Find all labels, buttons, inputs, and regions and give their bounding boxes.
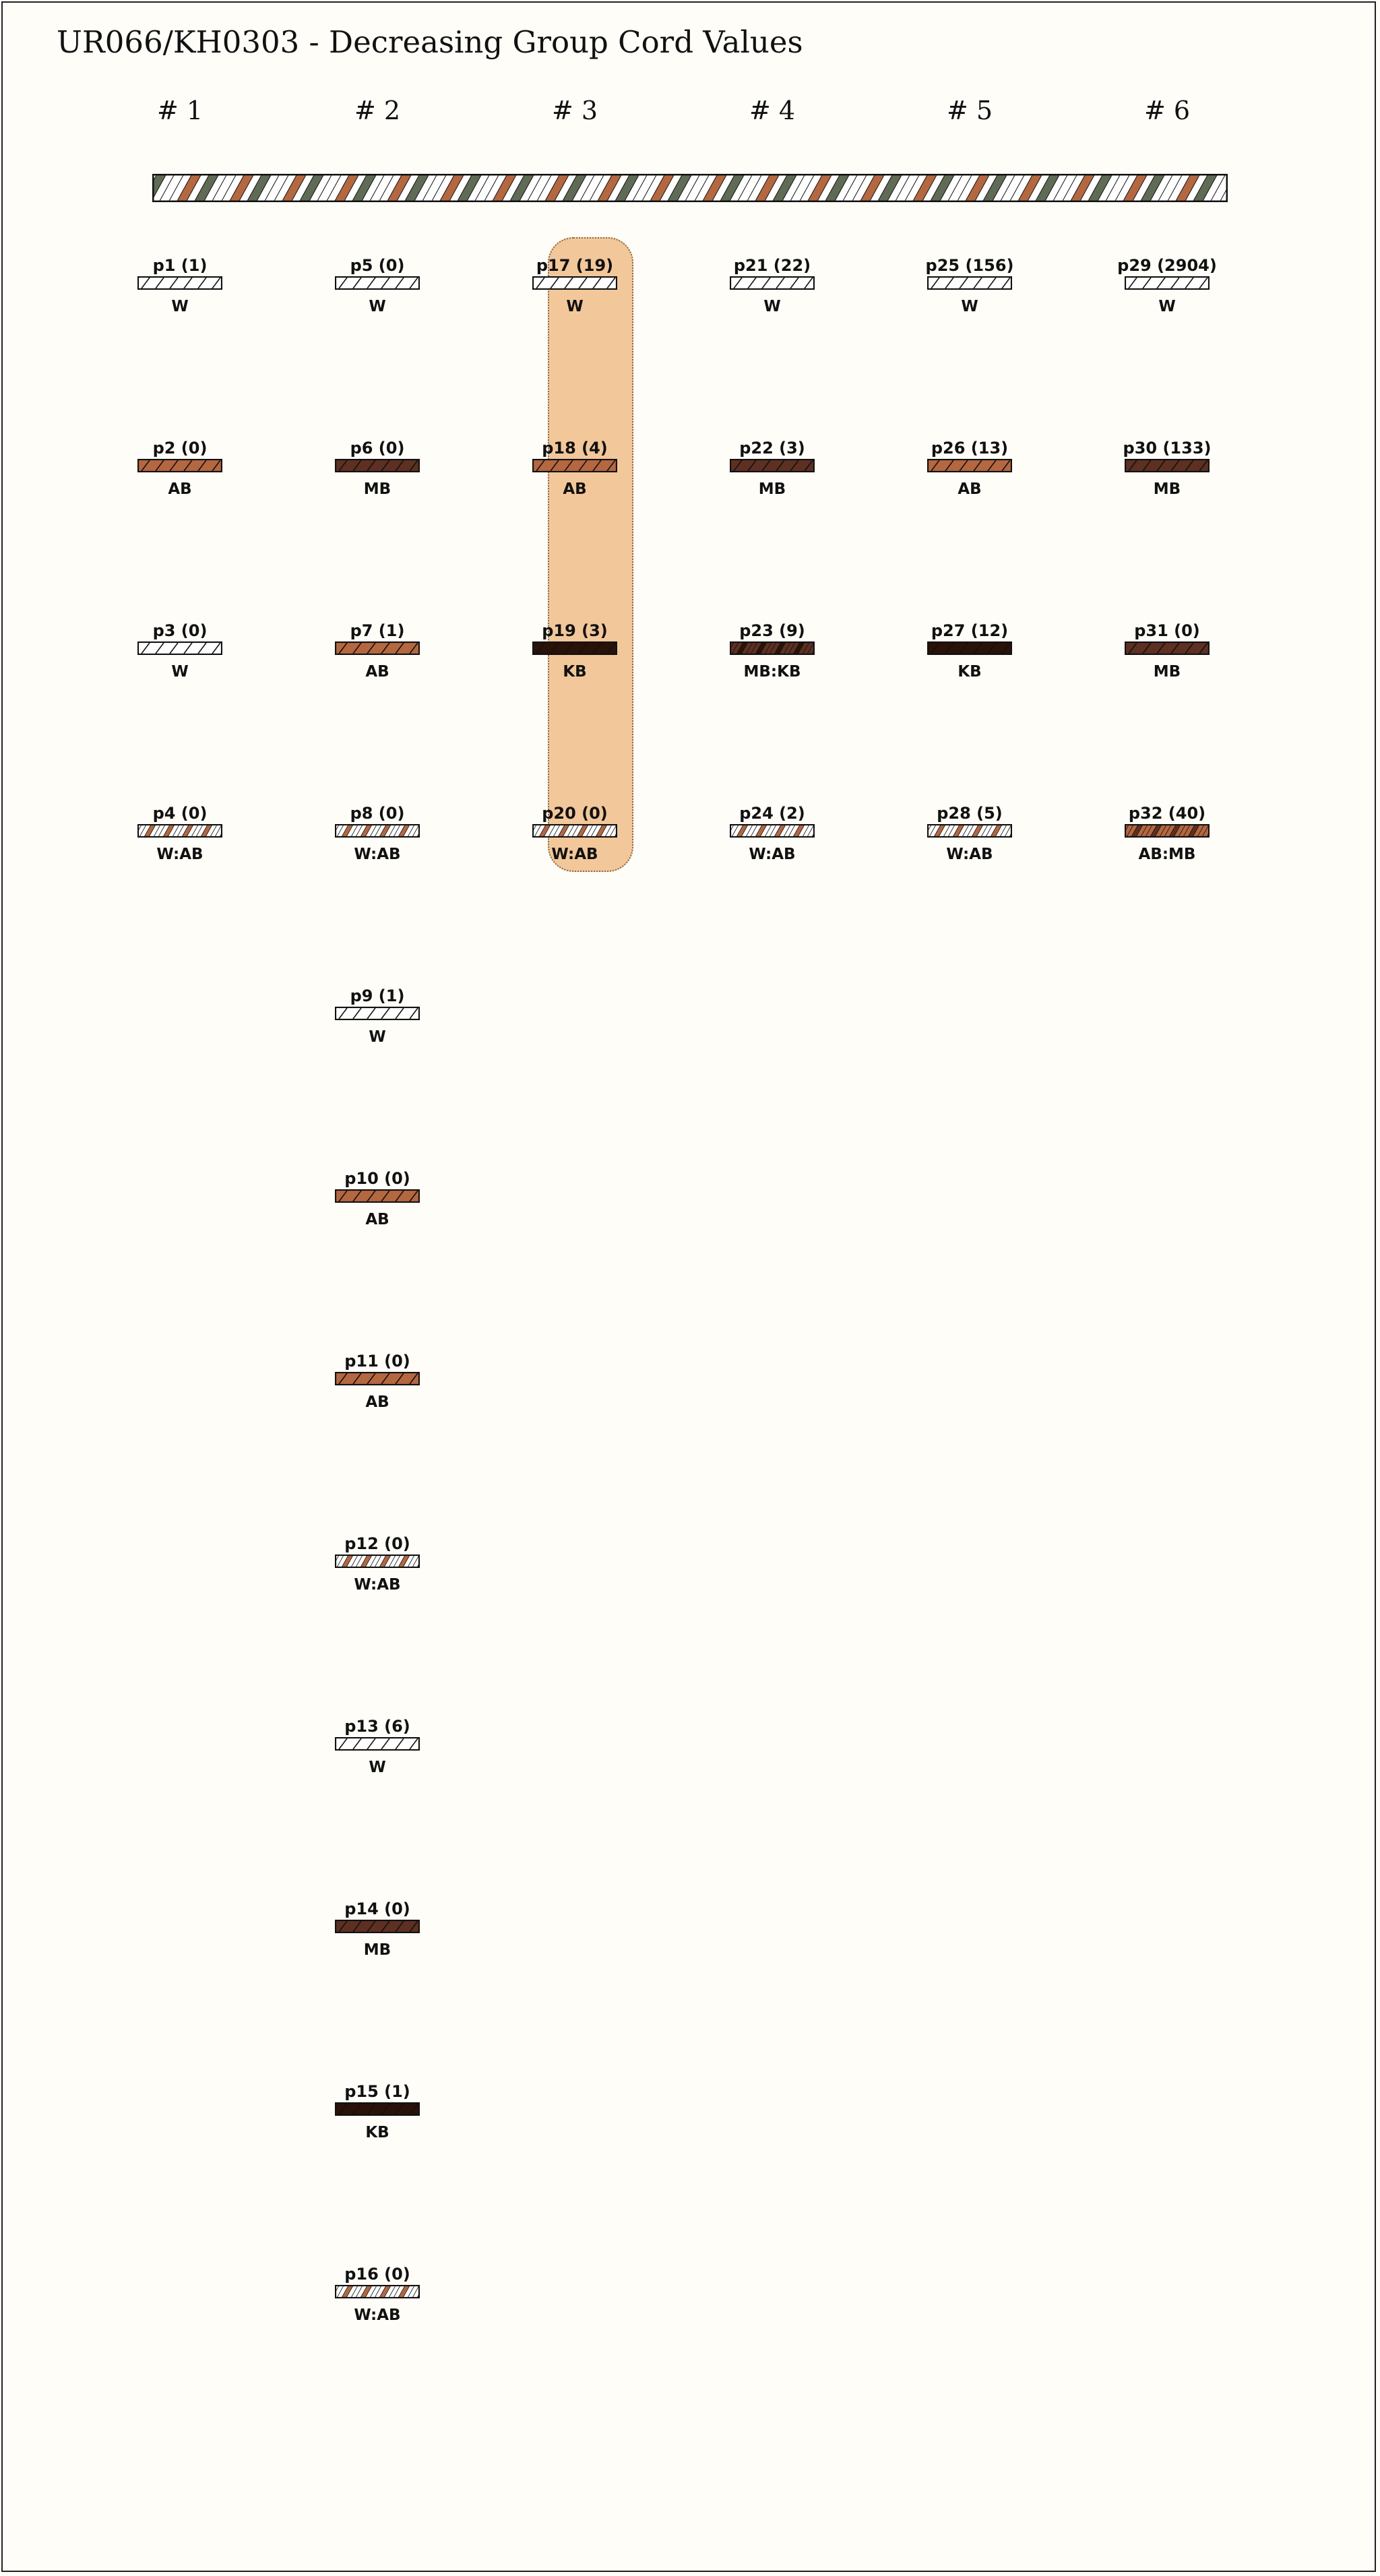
pendant-color-code: W [566, 298, 584, 315]
pendant-color-code: W:AB [354, 1576, 401, 1594]
pendant-label: p32 (40) [1128, 804, 1206, 823]
pendant-cord [730, 641, 815, 655]
pendant-label: p6 (0) [350, 439, 405, 458]
pendant-color-code: W:AB [354, 2306, 401, 2324]
group-header: # 5 [946, 96, 993, 125]
pendant-label: p15 (1) [344, 2082, 410, 2101]
pendant-color-code: KB [958, 663, 982, 681]
pendant-p18 [501, 439, 649, 506]
pendant-color-code: AB:MB [1138, 846, 1196, 863]
pendant-cord [532, 459, 617, 472]
pendant-cord [730, 824, 815, 838]
group-header: # 6 [1143, 96, 1191, 125]
pendant-color-code: AB [168, 480, 192, 498]
pendant-p11 [303, 1352, 451, 1419]
pendant-p32 [1093, 804, 1241, 871]
group-header: # 4 [749, 96, 796, 125]
pendant-label: p13 (6) [344, 1717, 410, 1736]
pendant-cord [1125, 459, 1210, 472]
pendant-cord [1125, 276, 1210, 290]
pendant-color-code: KB [365, 2124, 389, 2141]
pendant-color-code: W [171, 663, 189, 681]
pendant-label: p7 (1) [350, 621, 405, 640]
pendant-label: p17 (19) [536, 256, 614, 275]
pendant-label: p4 (0) [152, 804, 208, 823]
pendant-label: p30 (133) [1123, 439, 1212, 458]
pendant-label: p1 (1) [152, 256, 208, 275]
pendant-color-code: AB [365, 1393, 389, 1411]
pendant-p3 [106, 621, 254, 689]
pendant-cord [335, 641, 420, 655]
pendant-label: p21 (22) [733, 256, 811, 275]
pendant-cord [927, 276, 1012, 290]
pendant-p30 [1093, 439, 1241, 506]
pendant-label: p19 (3) [542, 621, 608, 640]
pendant-cord [137, 459, 222, 472]
pendant-p23 [698, 621, 846, 689]
pendant-cord [532, 824, 617, 838]
pendant-cord [335, 1920, 420, 1933]
pendant-cord [927, 641, 1012, 655]
pendant-color-code: W:AB [749, 846, 796, 863]
pendant-cord [532, 276, 617, 290]
pendant-label: p3 (0) [152, 621, 208, 640]
pendant-cord [730, 276, 815, 290]
pendant-cord [927, 459, 1012, 472]
pendant-label: p18 (4) [542, 439, 608, 458]
pendant-p8 [303, 804, 451, 871]
pendant-p19 [501, 621, 649, 689]
pendant-p29 [1093, 256, 1241, 323]
pendant-color-code: W:AB [946, 846, 993, 863]
pendant-color-code: W:AB [551, 846, 598, 863]
pendant-color-code: MB [1153, 480, 1181, 498]
pendant-color-code: W [1158, 298, 1176, 315]
diagram-frame [1, 1, 1376, 2572]
pendant-cord [335, 1554, 420, 1568]
pendant-p20 [501, 804, 649, 871]
group-highlight [548, 237, 633, 872]
pendant-p14 [303, 1899, 451, 1967]
pendant-color-code: W [369, 298, 386, 315]
pendant-cord [137, 641, 222, 655]
group-header: # 2 [354, 96, 401, 125]
pendant-label: p9 (1) [350, 986, 405, 1005]
pendant-cord [335, 276, 420, 290]
pendant-p21 [698, 256, 846, 323]
pendant-cord [1125, 641, 1210, 655]
pendant-label: p31 (0) [1134, 621, 1200, 640]
pendant-p22 [698, 439, 846, 506]
pendant-cord [927, 824, 1012, 838]
pendant-p2 [106, 439, 254, 506]
pendant-p9 [303, 986, 451, 1054]
page-title: UR066/KH0303 - Decreasing Group Cord Values [57, 24, 803, 60]
pendant-label: p10 (0) [344, 1169, 410, 1188]
pendant-cord [532, 641, 617, 655]
pendant-color-code: MB [1153, 663, 1181, 681]
pendant-color-code: MB [363, 480, 391, 498]
pendant-color-code: MB [363, 1941, 391, 1959]
pendant-label: p28 (5) [937, 804, 1003, 823]
group-header: # 3 [551, 96, 598, 125]
pendant-p28 [896, 804, 1044, 871]
pendant-color-code: W:AB [354, 846, 401, 863]
main-cord [152, 174, 1228, 202]
pendant-p16 [303, 2265, 451, 2332]
pendant-p1 [106, 256, 254, 323]
pendant-p27 [896, 621, 1044, 689]
pendant-p4 [106, 804, 254, 871]
pendant-label: p14 (0) [344, 1899, 410, 1918]
pendant-color-code: MB [758, 480, 786, 498]
pendant-label: p12 (0) [344, 1534, 410, 1553]
pendant-color-code: W [369, 1028, 386, 1046]
pendant-color-code: W:AB [156, 846, 203, 863]
pendant-color-code: KB [563, 663, 587, 681]
pendant-cord [335, 2102, 420, 2116]
pendant-color-code: W [369, 1759, 386, 1776]
pendant-label: p2 (0) [152, 439, 208, 458]
pendant-cord [335, 459, 420, 472]
pendant-p15 [303, 2082, 451, 2149]
pendant-p13 [303, 1717, 451, 1784]
pendant-p17 [501, 256, 649, 323]
pendant-cord [335, 1372, 420, 1385]
pendant-label: p20 (0) [542, 804, 608, 823]
group-header: # 1 [156, 96, 203, 125]
pendant-cord [137, 824, 222, 838]
pendant-label: p16 (0) [344, 2265, 410, 2284]
pendant-p26 [896, 439, 1044, 506]
pendant-label: p22 (3) [739, 439, 805, 458]
pendant-p25 [896, 256, 1044, 323]
pendant-cord [137, 276, 222, 290]
pendant-color-code: MB:KB [743, 663, 801, 681]
pendant-label: p8 (0) [350, 804, 405, 823]
pendant-p10 [303, 1169, 451, 1236]
pendant-color-code: W [961, 298, 978, 315]
pendant-cord [335, 824, 420, 838]
pendant-cord [335, 1007, 420, 1020]
pendant-color-code: AB [563, 480, 587, 498]
pendant-p24 [698, 804, 846, 871]
pendant-p31 [1093, 621, 1241, 689]
pendant-label: p24 (2) [739, 804, 805, 823]
pendant-color-code: W [171, 298, 189, 315]
pendant-cord [335, 2285, 420, 2298]
pendant-label: p5 (0) [350, 256, 405, 275]
pendant-label: p25 (156) [925, 256, 1014, 275]
pendant-cord [335, 1737, 420, 1751]
pendant-p6 [303, 439, 451, 506]
pendant-label: p11 (0) [344, 1352, 410, 1371]
pendant-color-code: AB [365, 663, 389, 681]
pendant-color-code: AB [365, 1211, 389, 1228]
pendant-p5 [303, 256, 451, 323]
pendant-color-code: AB [958, 480, 982, 498]
pendant-cord [1125, 824, 1210, 838]
pendant-cord [335, 1189, 420, 1203]
pendant-color-code: W [763, 298, 781, 315]
pendant-p12 [303, 1534, 451, 1602]
pendant-label: p27 (12) [931, 621, 1009, 640]
pendant-label: p26 (13) [931, 439, 1009, 458]
pendant-p7 [303, 621, 451, 689]
pendant-label: p23 (9) [739, 621, 805, 640]
pendant-label: p29 (2904) [1117, 256, 1217, 275]
pendant-cord [730, 459, 815, 472]
